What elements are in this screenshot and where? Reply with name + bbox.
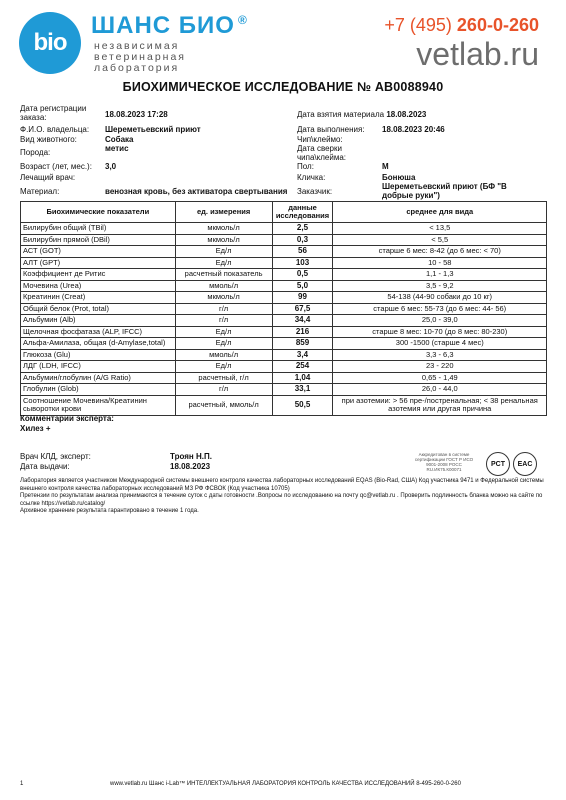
eac-cert-mark: EAC (513, 452, 537, 476)
sex-value: М (382, 162, 389, 171)
species-value: Собака (105, 135, 134, 144)
row-unit: Ед/л (175, 361, 272, 373)
table-row (21, 372, 547, 384)
row-unit: мкмоль/л (175, 292, 272, 304)
table-row (21, 280, 547, 292)
table-row (21, 292, 547, 304)
row-unit: г/л (175, 315, 272, 327)
row-value: 34,4 (272, 315, 333, 327)
row-value: 0,3 (272, 234, 333, 246)
vet-label: Лечащий врач: (20, 173, 76, 182)
owner-value: Шереметьевский приют (105, 125, 201, 134)
row-parameter: Глобулин (Glob) (21, 384, 176, 396)
done-label: Дата выполнения: (297, 125, 365, 134)
row-value: 254 (272, 361, 333, 373)
row-parameter: Альбумин (Alb) (21, 315, 176, 327)
row-parameter: Креатинин (Creat) (21, 292, 176, 304)
note-quality-control: Лаборатория является участником Международной системы внешнего контроля качества лабораторных исследований EQAS (Bio-Rad, США) Код участника 9471 и Федеральной системы внешнего контроля качества лабораторных исследований МЗ РФ ФСВОК (Код участника 10705) (20, 478, 544, 492)
row-unit: ммоль/л (175, 349, 272, 361)
note-claims: Претензии по результатам анализа принимаются в течение суток с даты готовности .Вопросы по исследованию на почту qc@vetlab.ru . Проверить подлинность бланка можно на сайте по ссылке https://vetlab.ru/catalog/ (20, 493, 543, 507)
page-number: 1 (20, 781, 24, 787)
reg-label: Дата регистрации заказа: (20, 104, 87, 122)
row-value: 99 (272, 292, 333, 304)
issue-value: 18.08.2023 (170, 462, 211, 471)
table-row (21, 326, 547, 338)
material-value: венозная кровь, без активатора свертывания (105, 187, 288, 196)
chip-label: Чип\клеймо: (297, 135, 343, 144)
site-name: vetlab.ru (416, 36, 539, 72)
row-reference: 300 -1500 (старше 4 мес) (333, 338, 547, 350)
table-row (21, 246, 547, 258)
note-archive: Архивное хранение результата гарантировано в течение 1 года. (20, 508, 199, 514)
row-value: 216 (272, 326, 333, 338)
row-parameter: Общий белок (Prot, total) (21, 303, 176, 315)
row-parameter: Коэффициент де Ритис (21, 269, 176, 281)
row-parameter: Билирубин прямой (DBil) (21, 234, 176, 246)
row-value: 0,5 (272, 269, 333, 281)
row-unit: Ед/л (175, 246, 272, 258)
age-label: Возраст (лет, мес.): (20, 162, 92, 171)
row-parameter: АЛТ (GPT) (21, 257, 176, 269)
material-label: Материал: (20, 187, 60, 196)
row-unit: Ед/л (175, 257, 272, 269)
breed-label: Порода: (20, 148, 51, 157)
issue-label: Дата выдачи: (20, 462, 70, 471)
row-reference: < 5,5 (333, 234, 547, 246)
table-row (21, 338, 547, 350)
row-unit: мкмоль/л (175, 234, 272, 246)
table-row (21, 384, 547, 396)
row-unit: ммоль/л (175, 280, 272, 292)
row-reference: < 13,5 (333, 223, 547, 235)
row-reference: старше 6 мес: 8-42 (до 6 мес: < 70) (333, 246, 547, 258)
age-value: 3,0 (105, 162, 117, 171)
row-unit: расчетный показатель (175, 269, 272, 281)
table-row (21, 257, 547, 269)
row-reference: 25,0 - 39,0 (333, 315, 547, 327)
footer-text: www.vetlab.ru Шанс i-Lab™ ИНТЕЛЛЕКТУАЛЬНАЯ ЛАБОРАТОРИЯ КОНТРОЛЬ КАЧЕСТВА ИССЛЕДОВАНИЙ 8-495-260-0-260 (110, 781, 461, 787)
species-label: Вид животного: (20, 135, 77, 144)
table-row (21, 303, 547, 315)
row-reference: 3,5 - 9,2 (333, 280, 547, 292)
row-reference: 10 - 58 (333, 257, 547, 269)
accreditation-note: Аккредитован в системе сертификации ГОСТ Р ИСО 9001-2008 РОСС RU.ИК75.К00071 (414, 452, 474, 472)
breed-value: метис (105, 144, 129, 153)
header-reference: среднее для вида (333, 202, 547, 223)
table-row (21, 349, 547, 361)
row-unit: мкмоль/л (175, 223, 272, 235)
row-unit: расчетный, ммоль/л (175, 395, 272, 415)
table-row (21, 269, 547, 281)
verify-label: Дата сверки чипа\клейма: (297, 144, 346, 162)
table-row (21, 223, 547, 235)
row-reference: при азотемии: > 56 пре-/постренальная; < 38 ренальная азотемия или другая причина (333, 395, 547, 415)
row-unit: г/л (175, 384, 272, 396)
customer-label: Заказчик: (297, 187, 333, 196)
row-reference: 3,3 - 6,3 (333, 349, 547, 361)
header-parameter: Биохимические показатели (21, 202, 176, 223)
phone-number: +7 (495) 260-0-260 (384, 15, 539, 35)
row-value: 33,1 (272, 384, 333, 396)
table-header-row (21, 202, 547, 223)
reg-value: 18.08.2023 17:28 (105, 110, 168, 119)
row-parameter: ЛДГ (LDH, IFCC) (21, 361, 176, 373)
row-value: 1,04 (272, 372, 333, 384)
doctor-label: Врач КЛД, эксперт: (20, 452, 91, 461)
row-value: 3,4 (272, 349, 333, 361)
row-reference: 0,65 - 1,49 (333, 372, 547, 384)
brand-name: ШАНС БИО ® (91, 12, 248, 39)
brand-subtitle-3: лаборатория (94, 62, 180, 74)
registered-mark: ® (237, 13, 248, 27)
row-unit: Ед/л (175, 326, 272, 338)
row-value: 67,5 (272, 303, 333, 315)
row-parameter: Глюкоза (Glu) (21, 349, 176, 361)
row-unit: Ед/л (175, 338, 272, 350)
row-value: 56 (272, 246, 333, 258)
row-parameter: Билирубин общий (TBil) (21, 223, 176, 235)
done-value: 18.08.2023 20:46 (382, 125, 445, 134)
comment-text: Хилез + (20, 424, 51, 433)
row-value: 50,5 (272, 395, 333, 415)
header-value: данные исследования (272, 202, 333, 223)
table-row (21, 234, 547, 246)
name-value: Бонюша (382, 173, 416, 182)
bio-logo (19, 12, 81, 74)
table-row (21, 315, 547, 327)
row-unit: расчетный, г/л (175, 372, 272, 384)
row-parameter: Альбумин/глобулин (A/G Ratio) (21, 372, 176, 384)
report-title: БИОХИМИЧЕСКОЕ ИССЛЕДОВАНИЕ № АВ0088940 (122, 80, 444, 94)
name-label: Кличка: (297, 173, 326, 182)
doctor-value: Троян Н.П. (170, 452, 212, 461)
row-reference: 54-138 (44-90 собаки до 10 кг) (333, 292, 547, 304)
row-parameter: АСТ (GOT) (21, 246, 176, 258)
table-row (21, 361, 547, 373)
row-value: 103 (272, 257, 333, 269)
sex-label: Пол: (297, 162, 314, 171)
brand-subtitle-2: ветеринарная (94, 51, 186, 63)
results-table (20, 201, 547, 416)
row-reference: старше 6 мес: 55-73 (до 6 мес: 44- 56) (333, 303, 547, 315)
row-reference: 1,1 - 1,3 (333, 269, 547, 281)
sample-date: Дата взятия материала 18.08.2023 (297, 110, 427, 119)
row-reference: 23 - 220 (333, 361, 547, 373)
row-parameter: Соотношение Мочевина/Креатинин сыворотки крови (21, 395, 176, 415)
row-parameter: Мочевина (Urea) (21, 280, 176, 292)
row-value: 2,5 (272, 223, 333, 235)
row-parameter: Альфа-Амилаза, общая (d-Amylase,total) (21, 338, 176, 350)
row-reference: старше 8 мес: 10-70 (до 8 мес: 80-230) (333, 326, 547, 338)
brand-subtitle-1: независимая (94, 40, 180, 52)
header-unit: ед. измерения (175, 202, 272, 223)
row-reference: 26,0 - 44,0 (333, 384, 547, 396)
comment-label: Комментарии эксперта: (20, 414, 114, 423)
row-unit: г/л (175, 303, 272, 315)
row-value: 859 (272, 338, 333, 350)
pct-cert-mark: PCT (486, 452, 510, 476)
customer-value: Шереметьевский приют (БФ "В добрые руки") (382, 182, 507, 200)
table-row (21, 395, 547, 415)
logo-text: bio (33, 29, 67, 56)
row-value: 5,0 (272, 280, 333, 292)
owner-label: Ф.И.О. владельца: (20, 125, 90, 134)
row-parameter: Щелочная фосфатаза (ALP, IFCC) (21, 326, 176, 338)
